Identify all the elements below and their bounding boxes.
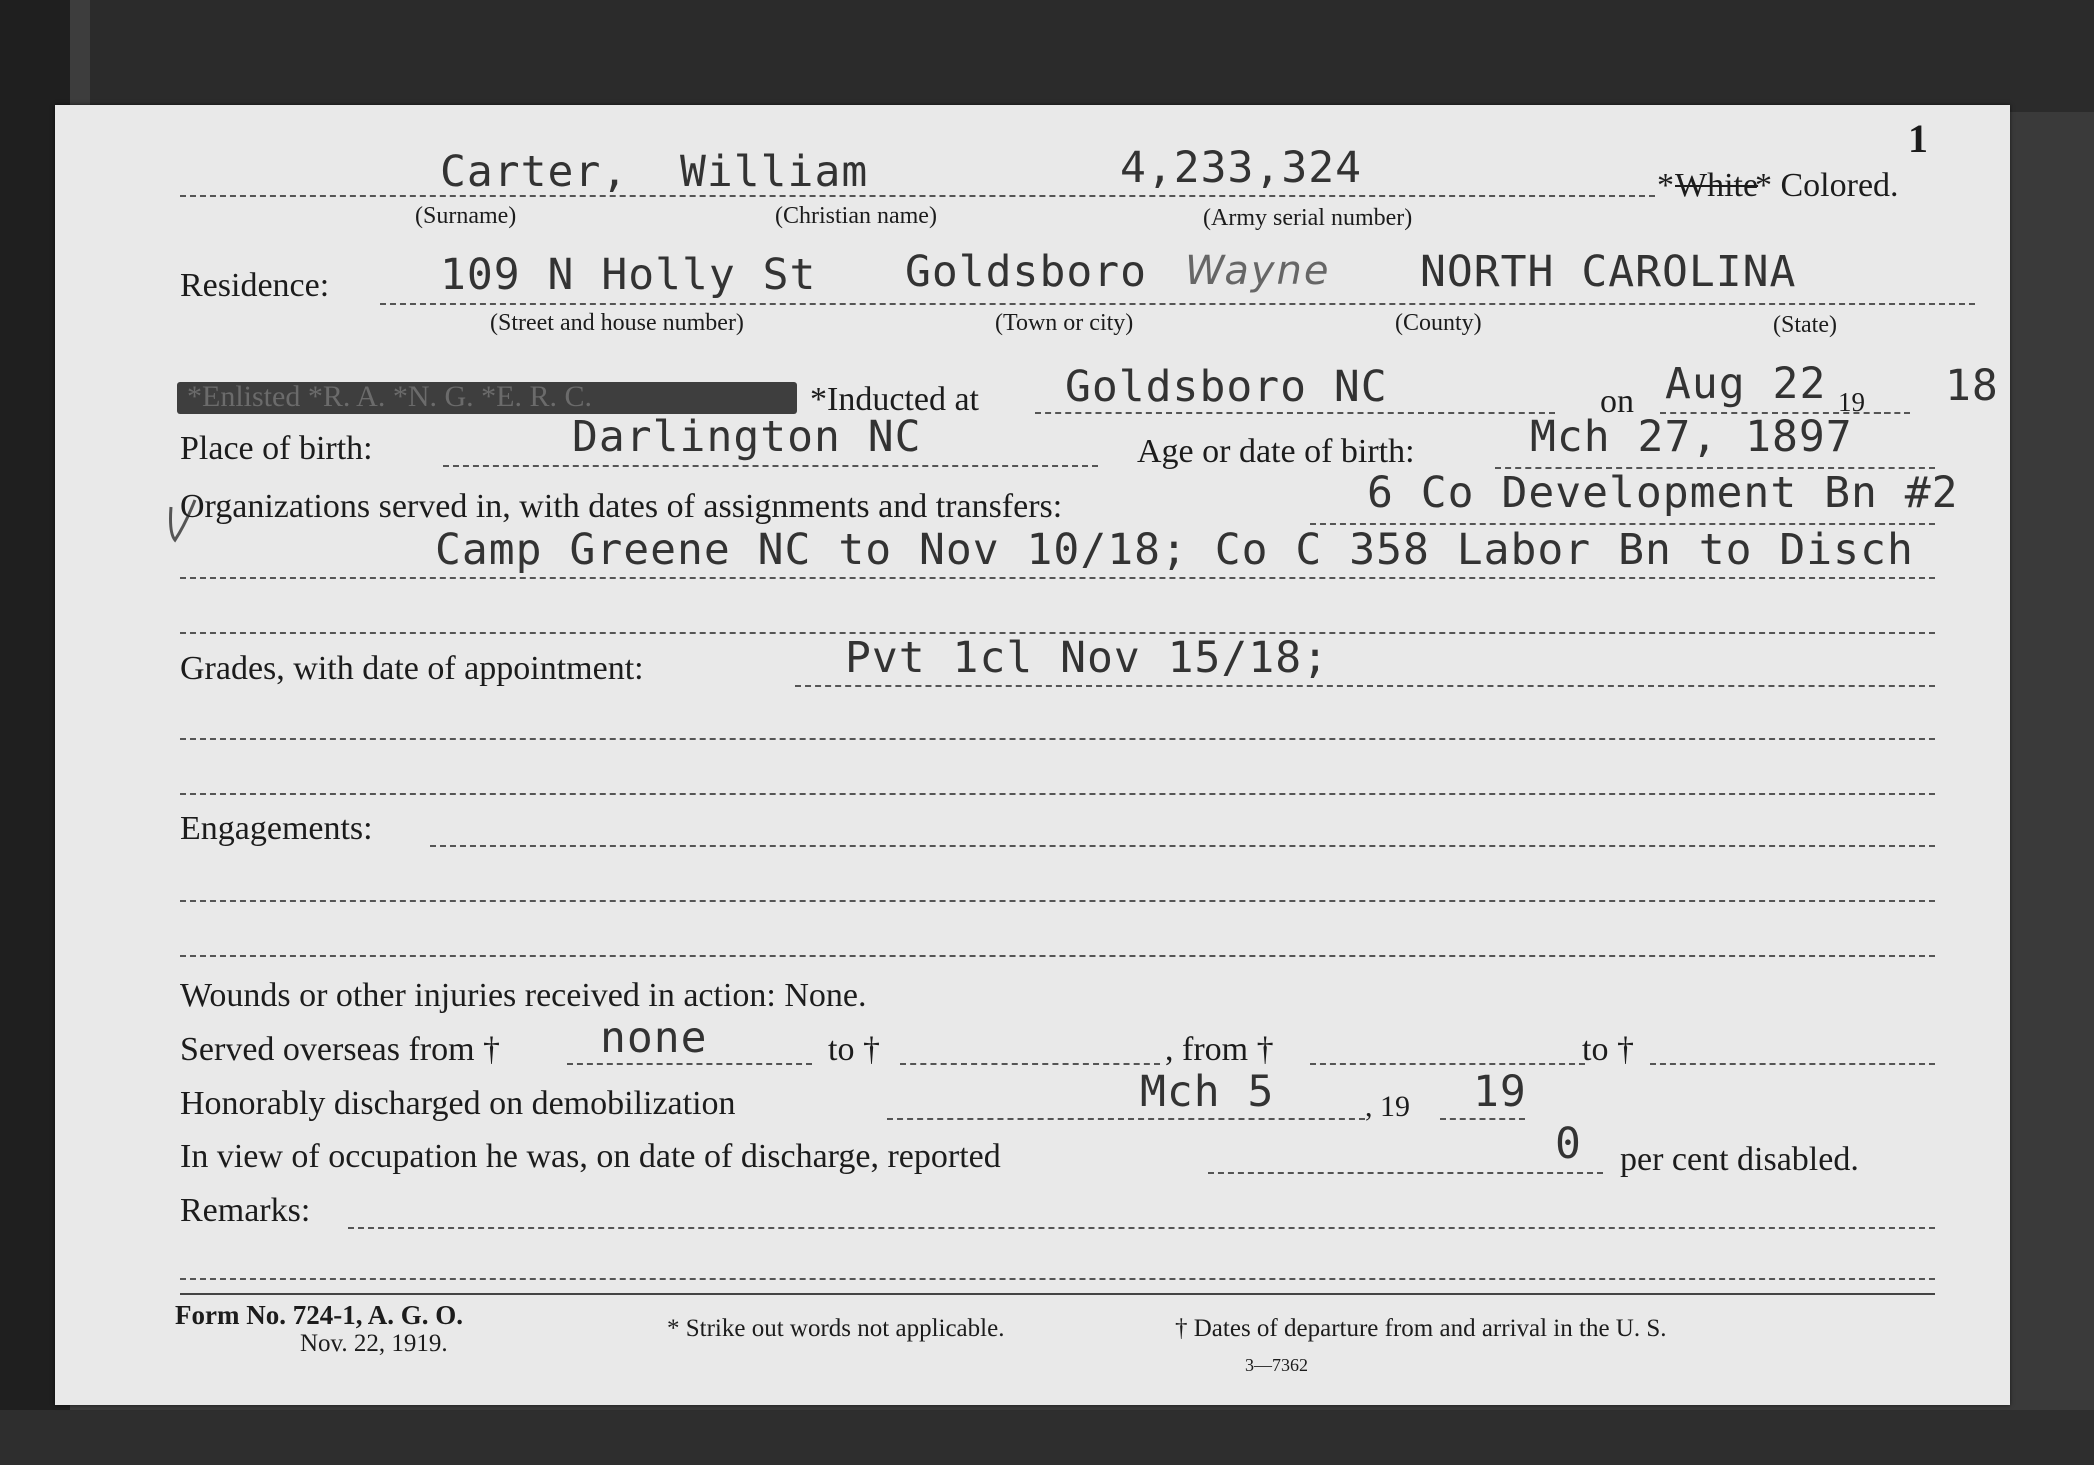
disability-suffix: per cent disabled. xyxy=(1620,1141,1859,1178)
county-caption: (County) xyxy=(1395,310,1482,336)
discharge-year-prefix: , 19 xyxy=(1365,1090,1410,1123)
struck-enlistment-text: *Enlisted *R. A. *N. G. *E. R. C. xyxy=(187,382,593,413)
overseas-from-line xyxy=(567,1063,812,1065)
background-bottom xyxy=(0,1410,2094,1465)
engagements-label: Engagements: xyxy=(180,810,373,847)
background-top xyxy=(0,0,2094,112)
grades-value: Pvt 1cl Nov 15/18; xyxy=(845,633,1329,683)
overseas-to-label-2: to † xyxy=(1582,1031,1634,1068)
engagements-line-2 xyxy=(180,900,1935,902)
on-label: on xyxy=(1600,383,1634,420)
street-value: 109 N Holly St xyxy=(440,250,817,300)
residence-line xyxy=(380,303,1975,305)
birth-place-label: Place of birth: xyxy=(180,430,373,467)
remarks-line-1 xyxy=(348,1227,1935,1229)
birth-date-value: Mch 27, 1897 xyxy=(1530,412,1853,462)
name-line xyxy=(180,195,1655,197)
overseas-label: Served overseas from † xyxy=(180,1031,501,1068)
town-caption: (Town or city) xyxy=(995,310,1134,336)
form-number: Form No. 724-1, A. G. O. xyxy=(175,1300,463,1330)
surname-caption: (Surname) xyxy=(415,203,517,229)
inducted-place-value: Goldsboro NC xyxy=(1065,362,1388,412)
discharge-year-value: 19 xyxy=(1473,1067,1527,1117)
inducted-year-prefix: 19 xyxy=(1838,387,1865,417)
organizations-value-1: 6 Co Development Bn #2 xyxy=(1367,468,1959,518)
discharge-date-value: Mch 5 xyxy=(1140,1067,1275,1117)
county-value: Wayne xyxy=(1185,248,1331,294)
state-caption: (State) xyxy=(1773,312,1837,338)
overseas-to-line-2 xyxy=(1650,1063,1935,1065)
inducted-place-line xyxy=(1035,412,1555,414)
race-white-struck: White xyxy=(1675,167,1759,204)
birth-place-value: Darlington NC xyxy=(572,412,922,462)
overseas-value: none xyxy=(600,1013,708,1063)
overseas-to-line-1 xyxy=(900,1063,1160,1065)
state-value: NORTH CAROLINA xyxy=(1420,247,1797,297)
remarks-label: Remarks: xyxy=(180,1192,311,1229)
birth-date-label: Age or date of birth: xyxy=(1137,433,1415,470)
grades-label: Grades, with date of appointment: xyxy=(180,650,644,687)
inducted-year-value: 18 xyxy=(1945,361,1999,411)
disability-value: 0 xyxy=(1555,1119,1582,1169)
organizations-value-2: Camp Greene NC to Nov 10/18; Co C 358 Labor Bn to Disch xyxy=(435,525,1914,575)
strike-note: * Strike out words not applicable. xyxy=(667,1315,1005,1342)
grades-line-2 xyxy=(180,738,1935,740)
struck-enlistment-options xyxy=(177,382,797,414)
inducted-date-value: Aug 22 xyxy=(1665,359,1827,409)
card-number: 1 xyxy=(1908,116,1928,161)
overseas-from-label-2: , from † xyxy=(1165,1031,1274,1068)
organizations-label: Organizations served in, with dates of assignments and transfers: xyxy=(180,488,1063,525)
disability-line xyxy=(1208,1172,1603,1174)
inducted-at-label: *Inducted at xyxy=(810,381,979,418)
discharge-year-line xyxy=(1440,1118,1525,1120)
discharge-date-line xyxy=(887,1118,1365,1120)
grades-line-3 xyxy=(180,793,1935,795)
grades-line-1 xyxy=(795,685,1935,687)
race-colored: * Colored. xyxy=(1755,167,1899,204)
serial-number-caption: (Army serial number) xyxy=(1203,205,1413,231)
race-star: * xyxy=(1657,167,1674,204)
birth-place-line xyxy=(443,465,1098,467)
christian-name-value: William xyxy=(680,147,869,197)
overseas-to-label-1: to † xyxy=(828,1031,880,1068)
form-date: Nov. 22, 1919. xyxy=(300,1330,448,1357)
overseas-from-line-2 xyxy=(1310,1063,1585,1065)
residence-label: Residence: xyxy=(180,267,330,304)
engagements-line-1 xyxy=(430,845,1935,847)
serial-number-value: 4,233,324 xyxy=(1120,143,1362,193)
service-record-card xyxy=(55,105,2010,1405)
footer-rule xyxy=(180,1293,1935,1295)
street-caption: (Street and house number) xyxy=(490,310,744,336)
disability-label: In view of occupation he was, on date of discharge, reported xyxy=(180,1138,1001,1175)
remarks-line-2 xyxy=(180,1278,1935,1280)
christian-name-caption: (Christian name) xyxy=(775,203,937,229)
engagements-line-3 xyxy=(180,955,1935,957)
print-code: 3—7362 xyxy=(1245,1355,1308,1375)
wounds-label: Wounds or other injuries received in action: None. xyxy=(180,977,867,1014)
dates-note: † Dates of departure from and arrival in the U. S. xyxy=(1175,1315,1667,1342)
discharge-label: Honorably discharged on demobilization xyxy=(180,1085,736,1122)
inducted-year-line xyxy=(1875,412,1910,414)
organizations-line-2 xyxy=(180,577,1935,579)
surname-value: Carter, xyxy=(440,147,629,197)
town-value: Goldsboro xyxy=(905,247,1147,297)
